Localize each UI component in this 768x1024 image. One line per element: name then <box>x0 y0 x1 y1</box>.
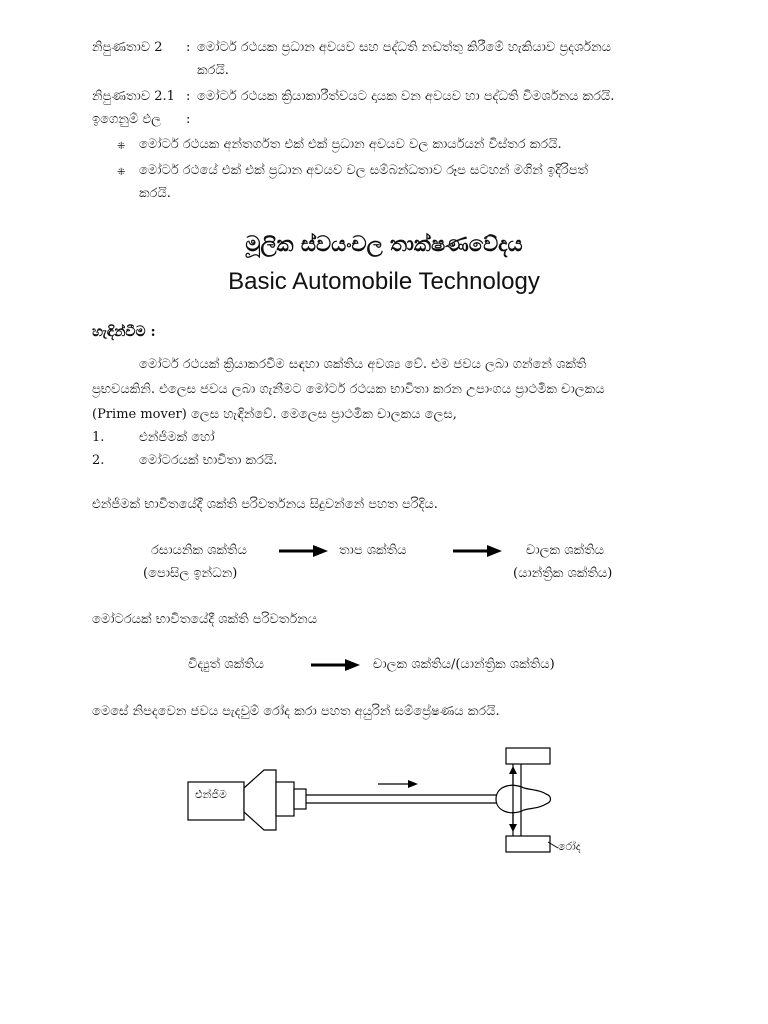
engine-conversion-lead: එන්ජිමක් භාවිතයේදී ශක්ති පරිවර්තනය සිදුවන්නේ පහත පරිදිය. <box>92 497 438 512</box>
wheel-bottom <box>506 836 550 852</box>
chemical-energy: රසායනික ශක්තිය <box>151 543 247 558</box>
outcomes-label: ඉගෙනුම් ඵල <box>92 112 162 127</box>
intro-heading: හැඳින්වීම : <box>92 324 156 340</box>
intro-paragraph-line-3: (Prime mover) ලෙස හැඳින්වේ. මෙලෙස ප්‍රාථමික චාලකය ලෙස, <box>92 407 457 422</box>
intro-paragraph-line-1: මෝටර් රථයක් ක්‍රියාකරවීම සඳහා ශක්තිය අවශ්‍ය වේ. එම ජවය ලබා ගන්නේ ශක්ති <box>139 357 587 372</box>
competency-2-text: මෝටර් රථයක ප්‍රධාන අවයව සහ පද්ධති නඩත්තු කිරීමේ හැකියාව ප්‍රදර්ශනය <box>197 40 611 55</box>
flywheel-housing <box>244 770 276 830</box>
list-item-engine: එන්ජිමක් හෝ <box>139 430 215 445</box>
competency-2-label: නිපුණතාව 2 <box>92 40 163 55</box>
bullet-icon: ⁜ <box>117 167 126 178</box>
outcome-1: මෝටර් රථයක අන්තර්ගත එක් එක් ප්‍රධාන අවයව වල කාර්යයන් විස්තර කරයි. <box>139 137 562 152</box>
competency-2-text-cont: කරයි. <box>197 63 229 78</box>
wheel-label: රෝද <box>558 840 581 853</box>
list-number: 2. <box>92 453 105 468</box>
outcome-2-cont: කරයි. <box>139 186 171 201</box>
fossil-fuel-note: (පොසිල ඉන්ධන) <box>143 566 238 581</box>
differential <box>496 785 551 812</box>
kinetic-energy: චාලක ශක්තිය <box>526 543 604 558</box>
intro-paragraph-line-2: ප්‍රභවයකිනි. එලෙස ජවය ලබා ගැනීමට මෝටර් රථයක භාවිතා කරන උපාංගය ප්‍රාථමික චාලකය <box>92 382 605 397</box>
transmission-diagram <box>180 742 600 862</box>
title-english: Basic Automobile Technology <box>228 268 540 295</box>
electric-energy: විද්‍යුත් ශක්තිය <box>188 657 265 672</box>
outcomes-colon: : <box>186 112 191 127</box>
arrow-right-icon <box>279 544 329 558</box>
mechanical-energy-note: (යාන්ත්‍රික ශක්තිය) <box>513 566 613 581</box>
transmission-lead: මෙසේ නිපදවෙන ජවය පැදවුම් රෝද කරා පහත අයුරින් සම්ප්‍රේෂණය කරයි. <box>92 704 500 719</box>
competency-2-1-label: නිපුණතාව 2.1 <box>92 89 175 104</box>
title-sinhala: මූලික ස්වයංචල තාක්ෂණවේදය <box>245 232 523 256</box>
competency-2-colon: : <box>186 40 191 55</box>
competency-2-1-colon: : <box>186 89 191 104</box>
engine-label: එන්ජිම <box>195 788 227 801</box>
arrow-right-icon <box>453 544 503 558</box>
gearbox <box>276 782 294 816</box>
motor-conversion-lead: මෝටරයක් භාවිතයේදී ශක්ති පරිවර්තනය <box>92 612 318 627</box>
competency-2-1-text: මෝටර් රථයක ක්‍රියාකාරීත්වයට දායක වන අවයව හා පද්ධති විමර්ශනය කරයි. <box>197 89 615 104</box>
list-item-motor: මෝටරයක් භාවිතා කරයි. <box>139 453 278 468</box>
motor-kinetic-energy: චාලක ශක්තිය/(යාන්ත්‍රික ශක්තිය) <box>373 657 555 672</box>
heat-energy: තාප ශක්තිය <box>339 543 407 558</box>
outcome-2: මෝටර් රථයේ එක් එක් ප්‍රධාන අවයව වල සම්බන්ධතාව රූප සටහන් මගින් ඉදිරිපත් <box>139 163 589 178</box>
wheel-top <box>506 748 550 764</box>
bullet-icon: ⁜ <box>117 141 126 152</box>
arrow-right-icon <box>311 658 361 672</box>
list-number: 1. <box>92 430 105 445</box>
